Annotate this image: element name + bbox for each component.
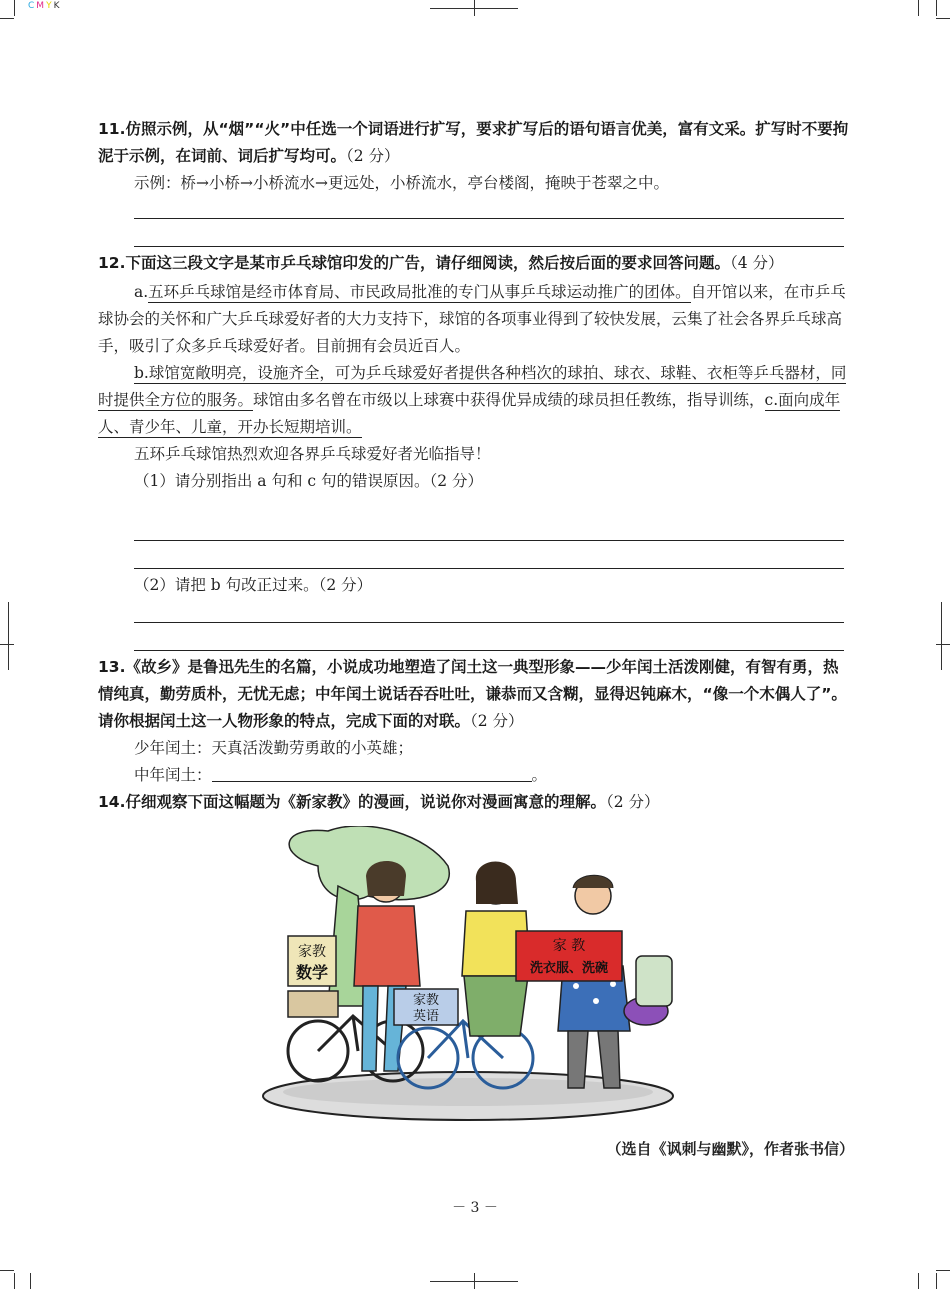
question-12-paragraph-a: a.五环乒乓球馆是经市体育局、市民政局批准的专门从事乒乓球运动推广的团体。自开馆以来，在市乒乓球协会的关怀和广大乒乓球爱好者的大力支持下，球馆的各项事业得到了较快发展，云集了社会各界乒乓球高手，吸引了众多乒乓球爱好者。目前拥有会员近百人。 bbox=[98, 283, 846, 355]
question-11 bbox=[98, 116, 850, 197]
answer-line[interactable] bbox=[134, 622, 844, 623]
answer-line[interactable] bbox=[134, 540, 844, 541]
sign-middle-line-2: 英语 bbox=[412, 1009, 440, 1024]
crop-mark bbox=[30, 1273, 31, 1289]
crop-mark bbox=[14, 1273, 15, 1289]
sign-right-line-1: 家 教 bbox=[552, 938, 586, 954]
question-12-sub-2: （2）请把 b 句改正过来。（2 分） bbox=[134, 576, 373, 594]
sentence-c: c.面向成年人、青少年、儿童，开办长短期培训。 bbox=[98, 391, 841, 436]
cartoon-new-tutoring bbox=[258, 826, 690, 1126]
crop-mark bbox=[918, 1273, 919, 1289]
sign-left-line-2: 数学 bbox=[295, 963, 329, 982]
sign-left-line-1: 家教 bbox=[298, 944, 326, 960]
sign-right-line-2: 洗衣服、洗碗 bbox=[529, 961, 609, 976]
dishes-icon bbox=[636, 956, 672, 1006]
question-11-example: 示例：桥→小桥→小桥流水→更远处，小桥流水，亭台楼阁，掩映于苍翠之中。 bbox=[134, 174, 669, 192]
question-13 bbox=[98, 654, 850, 789]
question-14 bbox=[98, 789, 850, 816]
cmyk-color-bar: CMYK bbox=[28, 1, 62, 11]
couplet-line-2: 中年闰土： 。 bbox=[134, 766, 548, 784]
crop-mark bbox=[0, 1270, 14, 1271]
crop-mark bbox=[936, 1273, 937, 1289]
question-12-paragraph-b: b.球馆宽敞明亮，设施齐全，可为乒乓球爱好者提供各种档次的球拍、球衣、球鞋、衣柜等乒乓器材，同时提供全方位的服务。球馆由多名曾在市级以上球赛中获得优异成绩的球员担任教练，指导训练，c.面向成年人、青少年、儿童，开办长短期培训。 bbox=[98, 364, 847, 436]
answer-line[interactable] bbox=[134, 218, 844, 219]
page-number: － 3 － bbox=[452, 1200, 498, 1216]
question-13-title: 13.《故乡》是鲁迅先生的名篇，小说成功地塑造了闰土这一典型形象——少年闰土活泼刚健，有智有勇，热情纯真，勤劳质朴，无忧无虑；中年闰土说话吞吞吐吐，谦恭而又含糊，显得迟钝麻木，“像一个木偶人了”。请你根据闰土这一人物形象的特点，完成下面的对联。（2 分） bbox=[98, 658, 847, 730]
registration-mark bbox=[474, 0, 475, 16]
registration-mark bbox=[474, 1273, 475, 1289]
cartoon-caption: （选自《讽刺与幽默》，作者张书信） bbox=[606, 1140, 854, 1158]
question-12 bbox=[98, 250, 850, 495]
crop-mark bbox=[936, 0, 937, 16]
registration-mark bbox=[8, 602, 9, 670]
crop-mark bbox=[14, 0, 15, 16]
question-12-part-2 bbox=[98, 572, 850, 599]
question-12-paragraph-closing: 五环乒乓球馆热烈欢迎各界乒乓球爱好者光临指导！ bbox=[134, 445, 491, 463]
question-11-title: 11.仿照示例，从“烟”“火”中任选一个词语进行扩写，要求扩写后的语句语言优美，富有文采。扩写时不要拘泥于示例，在词前、词后扩写均可。（2 分） bbox=[98, 120, 849, 165]
couplet-blank[interactable] bbox=[212, 765, 532, 782]
crop-mark bbox=[936, 1270, 950, 1271]
registration-mark bbox=[936, 644, 950, 645]
answer-line[interactable] bbox=[134, 650, 844, 651]
crop-mark bbox=[936, 18, 950, 19]
crop-mark bbox=[918, 0, 919, 16]
registration-mark bbox=[0, 644, 14, 645]
question-12-sub-1: （1）请分别指出 a 句和 c 句的错误原因。（2 分） bbox=[134, 472, 484, 490]
registration-mark bbox=[941, 602, 942, 670]
question-12-title: 12.下面这三段文字是某市乒乓球馆印发的广告，请仔细阅读，然后按后面的要求回答问题。（4 分） bbox=[98, 254, 784, 272]
answer-line[interactable] bbox=[134, 568, 844, 569]
couplet-line-1: 少年闰土：天真活泼勤劳勇敢的小英雄； bbox=[134, 739, 414, 757]
question-14-title: 14.仔细观察下面这幅题为《新家教》的漫画，说说你对漫画寓意的理解。（2 分） bbox=[98, 793, 660, 811]
sign-middle-line-1: 家教 bbox=[412, 993, 440, 1008]
woman-right bbox=[516, 875, 672, 1088]
sentence-a: 五环乒乓球馆是经市体育局、市民政局批准的专门从事乒乓球运动推广的团体。 bbox=[148, 283, 691, 301]
crop-mark bbox=[0, 18, 14, 19]
answer-line[interactable] bbox=[134, 246, 844, 247]
sentence-b: b.球馆宽敞明亮，设施齐全，可为乒乓球爱好者提供各种档次的球拍、球衣、球鞋、衣柜等乒乓器材，同时提供全方位的服务。 bbox=[98, 364, 847, 409]
